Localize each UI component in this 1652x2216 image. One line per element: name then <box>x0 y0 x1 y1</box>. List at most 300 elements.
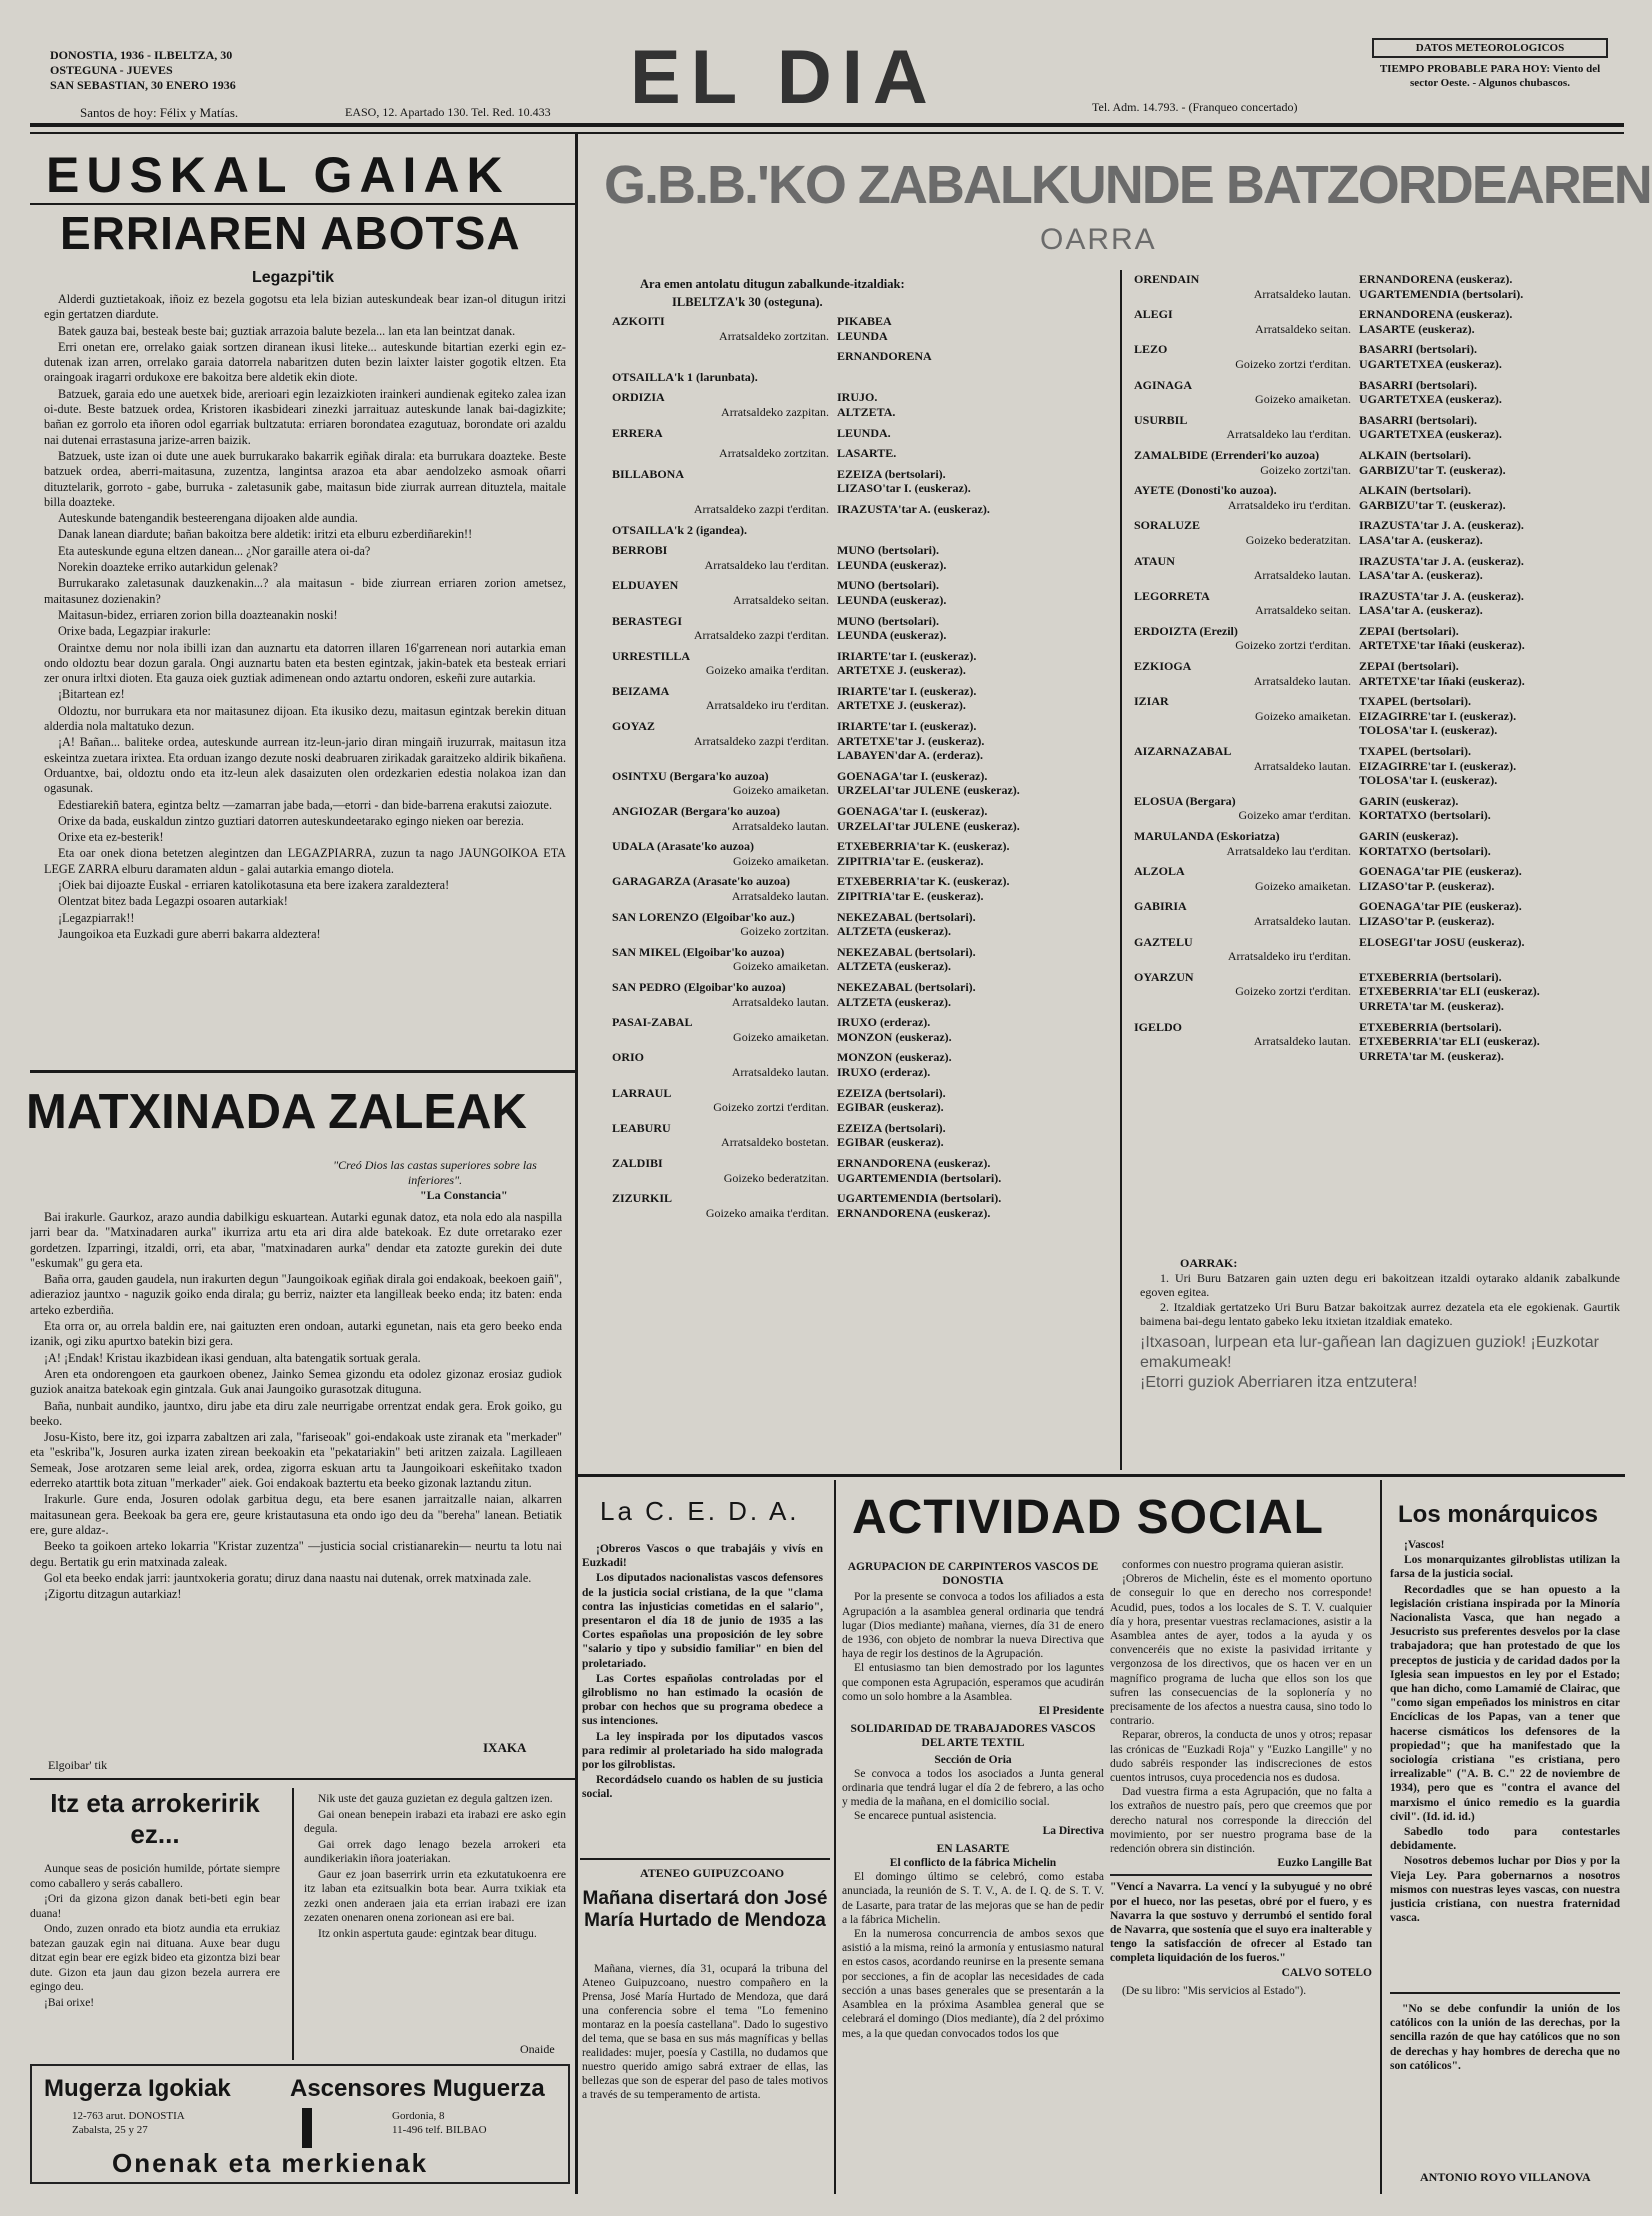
itz-paragraph: Itz onkin aspertuta gaude: egintzak bear ditugu. <box>318 1927 537 1940</box>
schedule-entry <box>612 426 1112 441</box>
schedule-speaker: GOENAGA'tar PIE (euskeraz). <box>1359 899 1522 914</box>
schedule-entry <box>1134 448 1624 477</box>
schedule-entry <box>1134 935 1624 964</box>
schedule-entry <box>612 945 1112 974</box>
schedule-time: Arratsaldeko seitan. <box>1255 321 1351 336</box>
schedule-speaker: PIKABEA <box>837 314 892 328</box>
gbb-title: G.B.B.'KO ZABALKUNDE BATZORDEAREN <box>604 155 1651 215</box>
schedule-speaker: GARIN (euskeraz). <box>1359 829 1459 843</box>
schedule-time: Arratsaldeko iru t'erditan. <box>705 698 829 713</box>
schedule-time: Goizeko zortzi t'erditan. <box>1235 356 1351 371</box>
schedule-entry <box>612 910 1112 939</box>
article-title-monarquicos: Los monárquicos <box>1398 1501 1599 1528</box>
monarquicos-paragraph: Recordadles que se han opuesto a la legislación cristiana inspirada por la Minoría Nacionalista Vasca, que han negado a Jesucristo sus preferentes desvelos por la clase trabajadora; que han protestado de que los preceptos de justicia y de caridad dados por la Iglesia sean impuestos en ley por el Estado; que han dicho, como Lamamié de Clairac, que "como sigan empeñados los ministros en citar Encíclicas de los Papas, van a tener que hacerse cismáticos los defensores de la propiedad"; que ha manifestado que la sociología cristiana "es cristiana, pero irrealizable" ("A. B. C." 22 de noviembre de 1934), pero que es "contra el avance del marxismo el único remedio es la guardia civil". (Id. id. id.) <box>1390 1583 1620 1823</box>
schedule-entry <box>612 390 1112 419</box>
schedule-speaker: BASARRI (bertsolari). <box>1359 412 1477 427</box>
schedule-speaker: GARBIZU'tar T. (euskeraz). <box>1359 497 1506 512</box>
erriaren-paragraph: Orixe eta ez-besterik! <box>58 830 164 845</box>
schedule-speaker: ZIPITRIA'tar E. (euskeraz). <box>837 853 984 868</box>
schedule-entry <box>1134 694 1624 738</box>
schedule-time: Goizeko amaika t'erditan. <box>705 1205 829 1220</box>
advertisement <box>30 2064 570 2184</box>
schedule-speaker: ERNANDORENA (euskeraz). <box>1359 272 1513 286</box>
schedule-place: OSINTXU (Bergara'ko auzoa) <box>612 768 769 783</box>
schedule-speaker: ERNANDORENA (euskeraz). <box>1359 307 1513 322</box>
schedule-entry <box>612 649 1112 678</box>
schedule-time: Arratsaldeko lautan. <box>1253 568 1351 583</box>
article-title-matxinada: MATXINADA ZALEAK <box>26 1085 527 1139</box>
schedule-entry <box>1134 864 1624 893</box>
schedule-place: ZALDIBI <box>612 1155 663 1170</box>
schedule-speaker: BASARRI (bertsolari). <box>1359 377 1477 392</box>
actividad-subheading: El conflicto de la fábrica Michelin <box>889 1857 1057 1870</box>
schedule-time: Arratsaldeko seitan. <box>1255 603 1351 618</box>
monarquicos-quote: "No se debe confundir la unión de los católicos con la unión de las derechas, por la sencilla razón de que hay católicos que no son de derechas y hay hombres de derecha que no son católicos". <box>1390 2003 1620 2072</box>
dateline <box>50 48 312 93</box>
actividad-paragraph: El domingo último se celebró, como estaba anunciada, la reunión de S. T. V., A. de I. Q. de S. T. V. de Lasarte, para tratar de las mejoras que se han de pedir a la fábrica Michelin. <box>842 1871 1104 1926</box>
schedule-speaker: EGIBAR (euskeraz). <box>837 1135 944 1150</box>
schedule-speaker: ZEPAI (bertsolari). <box>1359 623 1459 638</box>
schedule-speaker: TOLOSA'tar I. (euskeraz). <box>1359 773 1498 788</box>
schedule-time: Goizeko zortzi t'erditan. <box>1235 638 1351 653</box>
schedule-speaker: ETXEBERRIA (bertsolari). <box>1359 1019 1502 1034</box>
schedule-speaker: IRIARTE'tar I. (euskeraz). <box>837 683 977 698</box>
schedule-speaker: KORTATXO (bertsolari). <box>1359 808 1491 823</box>
matxinada-paragraph: ¡Zigortu ditzagun autarkiaz! <box>44 1587 182 1602</box>
ad-line: 11-496 telf. BILBAO <box>392 2124 487 2136</box>
schedule-time: Arratsaldeko lau t'erditan. <box>704 557 829 572</box>
schedule-speaker: IRAZUSTA'tar J. A. (euskeraz). <box>1359 553 1524 568</box>
schedule-speaker: ALKAIN (bertsolari). <box>1359 483 1471 498</box>
schedule-time: Goizeko amaiketan. <box>1255 392 1351 407</box>
actividad-signature: El Presidente <box>1038 1705 1104 1718</box>
schedule-place: SAN PEDRO (Elgoibar'ko auzoa) <box>612 979 786 994</box>
schedule-time: Goizeko amar t'erditan. <box>1238 808 1351 823</box>
schedule-speaker: ARTETXE'tar Iñaki (euskeraz). <box>1359 673 1525 688</box>
matxinada-paragraph: Gol eta beeko endak jarri: jauntxokeria goratu; diruz dana naastu nai dutenak, orrek matxinada zale. <box>44 1570 532 1585</box>
schedule-entry <box>1134 794 1624 823</box>
schedule-time: Arratsaldeko zortzitan. <box>719 328 829 343</box>
schedule-time: Arratsaldeko lautan. <box>1253 913 1351 928</box>
schedule-time: Arratsaldeko lautan. <box>731 818 829 833</box>
schedule-speaker: IRIARTE'tar I. (euskeraz). <box>837 719 977 734</box>
schedule-speaker: IRAZUSTA'tar J. A. (euskeraz). <box>1359 588 1524 603</box>
erriaren-paragraph: ¡Legazpiarrak!! <box>58 910 135 925</box>
schedule-speaker: NEKEZABAL (bertsolari). <box>837 909 976 924</box>
schedule-place: IZIAR <box>1134 694 1169 709</box>
schedule-place: AYETE (Donosti'ko auzoa). <box>1134 483 1277 498</box>
schedule-place: GOYAZ <box>612 719 655 734</box>
erriaren-paragraph: Danak lanean diardute; bañan bakoitza bere aldetik: iritzi eta elburu ezberdiñarekin!! <box>58 527 473 542</box>
gbb-date: ILBELTZA'k 30 (osteguna). <box>672 295 823 309</box>
erriaren-paragraph: Burrukarako zaletasunak dauzkenakin...? ala maitasun - bide ziurrean erriaren zorion ametsez, maitasunez dozienakin? <box>44 576 566 606</box>
schedule-entry <box>612 874 1112 903</box>
matxinada-paragraph: Beeko ta goikoen arteko lokarria "Kristar zuzentza" —justicia social cristianarekin— neurtu ta lotu nai degu. Bertatik gu erin matxinada zaleak. <box>30 1539 562 1569</box>
schedule-entry <box>612 804 1112 833</box>
schedule-time: Goizeko amaiketan. <box>733 853 829 868</box>
schedule-speaker: LEUNDA <box>837 328 888 343</box>
schedule-place: BILLABONA <box>612 466 685 481</box>
schedule-speaker: TXAPEL (bertsolari). <box>1359 694 1471 709</box>
article-body-matxinada <box>30 1210 562 1740</box>
schedule-place: BERROBI <box>612 543 668 558</box>
schedule-entry <box>1134 659 1624 688</box>
actividad-signature: Euzko Langille Bat <box>1277 1857 1372 1870</box>
schedule-entry <box>612 543 1112 572</box>
schedule-entry <box>1134 899 1624 928</box>
ceda-paragraph: La ley inspirada por los diputados vascos para redimir al proletariado ha sido malograda por los gilroblistas. <box>582 1730 823 1772</box>
schedule-speaker: EIZAGIRRE'tar I. (euskeraz). <box>1359 758 1517 773</box>
schedule-speaker: ETXEBERRIA'tar ELI (euskeraz). <box>1359 1034 1540 1049</box>
matxinada-paragraph: Eta orra or, au orrela baldin ere, nai gaituzten eren ondoan, autarki egunetan, nais eta gero beeko enda izanik, ogi ziku apurtxo batekin bizi gera. <box>30 1319 562 1349</box>
ceda-paragraph: Los diputados nacionalistas vascos defensores de la justicia social cristiana, de la que "clama contra las injusticias cometidas en el salario", presentaron el día 18 de junio de 1935 a las Cortes españolas una proposición de ley sobre "salario y tipo y subsidio familiar" en bien del proletariado. <box>582 1572 823 1670</box>
schedule-place: ALZOLA <box>1134 864 1185 879</box>
erriaren-paragraph: Eta oar onek diona betetzen alegintzen dan LEGAZPIARRA, zuzun ta nago JAUNGOIKOA ETA LEGE ZARRA elburu daramaten aldun - galai autarkia emango diotela. <box>44 846 566 876</box>
schedule-entry <box>612 467 1112 496</box>
article-body-itz-left <box>30 1862 280 2052</box>
ad-slogan: Onenak eta merkienak <box>112 2148 429 2178</box>
schedule-speaker: IRUXO (erderaz). <box>837 1064 931 1079</box>
schedule-time: Arratsaldeko zazpi t'erditan. <box>693 733 829 748</box>
schedule-speaker: GOENAGA'tar I. (euskeraz). <box>837 804 988 819</box>
schedule-entry <box>1134 342 1624 371</box>
ad-brand: Mugerza Igokiak <box>44 2075 231 2102</box>
monarquicos-signature: ANTONIO ROYO VILLANOVA <box>1420 2170 1591 2184</box>
schedule-place: MARULANDA (Eskoriatza) <box>1134 829 1280 843</box>
erriaren-paragraph: Batek gauza bai, besteak beste bai; guztiak arrazoia balute bezela... lan eta lan beintzat danak. <box>58 323 516 338</box>
schedule-place: IGELDO <box>1134 1019 1183 1034</box>
actividad-heading: AGRUPACION DE CARPINTEROS VASCOS DE DONOSTIA <box>847 1561 1099 1588</box>
matxinada-paragraph: Josu-Kisto, bere itz, goi izparra zabaltzen ari zala, "fariseoak" goi-endakoak uste ziranak eta "merkader" eta "eskriba"k, Josuren aurka izaten zirean beekoakin eta "pekatariakin" beti aritzen zaizala. Lagilleaen Semeak, Jose arotzaren seme leial arek, ordea, zigorra eskuan artu ta Jaungoikoari eskeñitako txadon ederreko atarttik bota zituan "merkader" aiek. Goi endakoak baztertu eta beeko gizonak laztandu zitun. <box>30 1430 562 1491</box>
ceda-paragraph: ¡Obreros Vascos o que trabajáis y vivís en Euzkadi! <box>582 1543 823 1570</box>
article-body-itz-right <box>304 1792 566 2042</box>
erriaren-paragraph: Batzuek, uste izan oi dute une auek burrukarako bakarrik egiñak dirala: eta burrukara doazteke. Beste batzuek ordea, aberri-maitasuna, zuzentza, langintsa arazoa eta abar aendolzeko asmoak oñarri dituztelarik, gorroto - gabe, burruka - zaletasunik gabe, maitasun bide ziurrak aurrean dituztela, maitale billa doazteke. <box>44 448 566 509</box>
schedule-time: Arratsaldeko lautan. <box>1253 286 1351 301</box>
schedule-entry <box>1134 744 1624 788</box>
schedule-place: ZAMALBIDE (Errenderi'ko auzoa) <box>1134 447 1320 462</box>
schedule-entry <box>612 523 1112 538</box>
schedule-entry <box>1134 307 1624 336</box>
article-body-erriaren <box>44 292 566 1064</box>
schedule-speaker: LASARTE (euskeraz). <box>1359 321 1475 336</box>
schedule-speaker: TOLOSA'tar I. (euskeraz). <box>1359 723 1498 738</box>
schedule-speaker: URZELAI'tar JULENE (euskeraz). <box>837 783 1020 798</box>
column-rule <box>575 134 578 2194</box>
actividad-paragraph: Reparar, obreros, la conducta de unos y otros; repasar las crónicas de "Euzkadi Roja" y "Euzko Langille" y no dudo sabréis responder las indiscreciones de estos cuentos intrusos, cuya procedencia nos es dudosa. <box>1110 1729 1372 1785</box>
schedule-time: Goizeko zortzi'tan. <box>1260 462 1351 477</box>
schedule-entry <box>612 980 1112 1009</box>
schedule-place: GABIRIA <box>1134 899 1187 914</box>
tel-line: Tel. Adm. 14.793. - (Franqueo concertado) <box>1092 100 1298 114</box>
schedule-time: Goizeko bederatzitan. <box>1245 532 1351 547</box>
schedule-place: OYARZUN <box>1134 969 1194 984</box>
schedule-speaker: ZIPITRIA'tar E. (euskeraz). <box>837 889 984 903</box>
schedule-time: Arratsaldeko seitan. <box>733 592 829 607</box>
schedule-time: Goizeko amaiketan. <box>733 959 829 974</box>
schedule-entry <box>612 578 1112 607</box>
schedule-speaker: MUNO (bertsolari). <box>837 578 939 593</box>
actividad-paragraph: Se convoca a todos los asociados a Junta general ordinaria que tendrá lugar el día 2 de febrero, a las ocho y media de la mañana, en el domicilio social. <box>842 1767 1104 1809</box>
schedule-place: ATAUN <box>1134 553 1175 568</box>
article-byline: Legazpi'tik <box>252 269 335 286</box>
schedule-speaker: LEUNDA (euskeraz). <box>837 592 947 607</box>
schedule-speaker: ALTZETA (euskeraz). <box>837 994 952 1009</box>
schedule-time: Goizeko amaika t'erditan. <box>705 663 829 678</box>
article-signature-itz: Onaide <box>520 2042 555 2056</box>
schedule-entry <box>612 719 1112 763</box>
schedule-speaker: GARBIZU'tar T. (euskeraz). <box>1359 462 1506 477</box>
section-rule <box>30 203 575 205</box>
matxinada-paragraph: Bai irakurle. Gaurkoz, arazo aundia dabilkigu eskuartean. Autarki egunak datoz, eta nola edo ala naspilla jarri bear da. "Matxinadaren aurka" ikurriza artu eta ari dira alde batekoak. Ez dute orretarako ezer gordetzen. Izparringi, itzaldi, orri, eta abar, "matxinadaren aurka" dendar eta zatozte gurekin dei dute "eskumak" gu gera eta. <box>30 1210 562 1270</box>
erriaren-paragraph: Batzuek, garaia edo une auetxek bide, arerioari egin lezaizkioten irainkeri aundienak egiteko zalea izan oi-dute. Beste batzuek ordea, Kristoren ikasbideari zinezki jarraituaz auteskunde lanak bai-dagizkite; bañan ez gorrolo eta iñoren odol egarriak bultzatuta: erriaren borondatea ezagutuaz, borondate ori azaldu nai dutenai errastasuna jarize-arren baizik. <box>44 386 566 447</box>
schedule-time: Arratsaldeko zazpitan. <box>721 404 829 419</box>
schedule-time: Goizeko zortzitan. <box>740 924 829 939</box>
actividad-heading: SOLIDARIDAD DE TRABAJADORES VASCOS DEL ARTE TEXTIL <box>850 1723 1096 1750</box>
weather-title: DATOS METEOROLOGICOS <box>1372 38 1608 58</box>
schedule-time: Arratsaldeko lautan. <box>731 1064 829 1079</box>
schedule-time: Arratsaldeko zazpi t'erditan. <box>693 501 829 516</box>
schedule-speaker: ARTETXE'tar Iñaki (euskeraz). <box>1359 638 1525 653</box>
gbb-intro: Ara emen antolatu ditugun zabalkunde-itzaldiak: <box>640 277 905 291</box>
schedule-place: UDALA (Arasate'ko auzoa) <box>612 839 754 854</box>
schedule-speaker: ARTETXE J. (euskeraz). <box>837 663 966 678</box>
matxinada-paragraph: Baña, nunbait aundiko, jauntxo, diru jabe eta diru zale neurrigabe orrentzat endak gera. Erok goiko, gu beeko. <box>30 1398 562 1428</box>
article-body-hurtado: Mañana, viernes, día 31, ocupará la tribuna del Ateneo Guipuzcoano, nuestro compañero en la Prensa, José María Hurtado de Mendoza, que dará una conferencia sobre el tema "Lo femenino montaraz en la poesía castellana". Dado lo sugestivo del tema, que se basa en sus más magníficas y bellas realidades: mujer, poesía y Castilla, no dudamos que nuestro querido amigo sabrá extraer de ellas, las bellezas que son de esperar del paso de tales motivos a través de su temperamento de artista. <box>582 1963 828 2101</box>
schedule-place: AZKOITI <box>612 314 665 328</box>
schedule-time: Arratsaldeko lautan. <box>1253 1034 1351 1049</box>
actividad-quote: "Vencí a Navarra. La vencí y la subyugué y no obré por el hueco, nor las pesetas, obré por el fuero, y es Navarra la que sostuvo y derrumbó el sentido foral de Navarra, que sostenía que el suyo era inalterable y tengo la satisfacción de ofrecer al Estado tan completa liquidación de los fueros." <box>1110 1874 1372 1965</box>
schedule-speaker: GARIN (euskeraz). <box>1359 793 1459 808</box>
gbb-subtitle: OARRA <box>1040 223 1157 256</box>
schedule-place: ERDOIZTA (Erezil) <box>1134 623 1238 638</box>
actividad-paragraph: El entusiasmo tan bien demostrado por los laguntes que componen esta Agrupación, esperamos que acudirán como un solo hombre a la Asamblea. <box>842 1662 1104 1703</box>
erriaren-paragraph: Orixe bada, Legazpiar irakurle: <box>58 624 211 639</box>
erriaren-paragraph: Maitasun-bidez, erriaren zorion billa doazteanakin noski! <box>58 607 338 622</box>
schedule-speaker: ETXEBERRIA'tar ELI (euskeraz). <box>1359 984 1540 999</box>
schedule-entry <box>1134 272 1624 301</box>
schedule-place: OTSAILLA'k 2 (igandea). <box>612 522 748 537</box>
gbb-note: 1. Uri Buru Batzaren gain uzten degu eri bakoitzean itzaldi oytarako aldanik zabalkunde egoven egitea. <box>1140 1270 1620 1299</box>
ad-logo <box>302 2108 312 2148</box>
erriaren-paragraph: Olentzat bitez bada Legazpi osoaren autarkiak! <box>58 894 288 909</box>
schedule-speaker: UGARTEMENDIA (bertsolari). <box>837 1170 1002 1185</box>
header-rule-thin <box>30 132 1624 134</box>
itz-paragraph: Aunque seas de posición humilde, pórtate siempre como caballero y serás caballero. <box>30 1863 280 1890</box>
erriaren-paragraph: ¡Bitartean ez! <box>58 687 125 702</box>
schedule-place: ZIZURKIL <box>612 1191 673 1206</box>
schedule-speaker: ETXEBERRIA'tar K. (euskeraz). <box>837 839 1010 854</box>
schedule-speaker: NEKEZABAL (bertsolari). <box>837 979 976 994</box>
weather-box <box>1372 38 1608 90</box>
divider <box>30 1070 575 1073</box>
schedule-entry <box>1134 378 1624 407</box>
schedule-speaker: IRAZUSTA'tar A. (euskeraz). <box>837 501 990 516</box>
dateline-line-3: SAN SEBASTIAN, 30 ENERO 1936 <box>50 78 236 92</box>
itz-paragraph: ¡Ori da gizona gizon danak beti-beti egin bear duana! <box>30 1893 280 1920</box>
schedule-time: Arratsaldeko iru t'erditan. <box>1227 949 1351 964</box>
article-title-actividad: ACTIVIDAD SOCIAL <box>852 1491 1324 1544</box>
actividad-signature: CALVO SOTELO <box>1281 1966 1372 1979</box>
schedule-speaker: LEUNDA (euskeraz). <box>837 557 947 572</box>
dateline-line-1: DONOSTIA, 1936 - ILBELTZA, 30 <box>50 48 233 62</box>
article-title-erriaren: ERRIAREN ABOTSA <box>60 207 521 259</box>
article-title-hurtado: Mañana disertará don José María Hurtado de Mendoza <box>582 1888 828 1931</box>
matxinada-paragraph: Irakurle. Gure enda, Josuren odolak garbitua degu, eta bere esanen jarraitzalle naian, alkarren maitasunean gera. Beekoak ba gera ere, geure kristautasuna eta ondo igo deu da "bereha" lanean. Betiatik ere, gure aldaz-. <box>30 1492 562 1537</box>
gbb-schedule-right <box>1134 272 1624 1252</box>
schedule-place: ANGIOZAR (Bergara'ko auzoa) <box>612 804 780 819</box>
ad-line: Gordonia, 8 <box>392 2110 445 2122</box>
address-line: EASO, 12. Apartado 130. Tel. Red. 10.433 <box>345 105 551 119</box>
schedule-speaker: BASARRI (bertsolari). <box>1359 342 1477 357</box>
schedule-speaker: LIZASO'tar I. (euskeraz). <box>837 481 971 496</box>
masthead: EL DIA <box>630 35 938 120</box>
actividad-subheading: EN LASARTE <box>936 1842 1010 1855</box>
column-rule <box>1380 1480 1382 2194</box>
schedule-entry <box>1134 1020 1624 1064</box>
erriaren-paragraph: Orixe da bada, euskaldun zintzo guztiari datorren auteskundeetarako egingo nieken oar bereziа. <box>58 813 524 828</box>
schedule-entry <box>612 614 1112 643</box>
schedule-entry <box>1134 624 1624 653</box>
schedule-speaker: ELOSEGI'tar JOSU (euskeraz). <box>1359 934 1525 949</box>
schedule-entry <box>612 370 1112 385</box>
schedule-speaker: ALKAIN (bertsolari). <box>1359 447 1471 462</box>
schedule-entry <box>612 1086 1112 1115</box>
schedule-time: Arratsaldeko lautan. <box>731 889 829 903</box>
divider <box>1390 1992 1620 1994</box>
actividad-column-2 <box>1110 1558 1372 2192</box>
monarquicos-paragraph: Sabedlo todo para contestarles debidamente. <box>1390 1826 1620 1853</box>
schedule-place: BEIZAMA <box>612 683 670 698</box>
schedule-time: Goizeko zortzi t'erditan. <box>1235 984 1351 999</box>
gbb-closing: ¡Etorri guziok Aberriaren itza entzutera! <box>1140 1373 1418 1391</box>
divider <box>580 1858 830 1860</box>
schedule-entry <box>1134 589 1624 618</box>
schedule-speaker: UGARTETXEA (euskeraz). <box>1359 356 1502 371</box>
actividad-paragraph: ¡Obreros de Michelin, éste es el momento oportuno de conseguir lo que en derecho nos corresponde! Acudid, pues, todos a los locales de S. T. V. cualquier día y hora, presentar vuestras reclamaciones, asistir a la Asamblea antes de ayer, todos a la ayuda y os convenceréis que no existe la pasividad irritante y vergonzosa de los directivos, que os hacen ver en un magnífico programa de lucha que ellos son los que sufren las consecuencias de la soplonería y no precisamente de los afectos a nuestra causa, sino todo lo contrario. <box>1110 1573 1372 1728</box>
schedule-time: Arratsaldeko bostetan. <box>721 1135 829 1150</box>
divider <box>575 1474 1625 1477</box>
schedule-place: ELOSUA (Bergara) <box>1134 793 1236 808</box>
schedule-place: LARRAUL <box>612 1085 672 1100</box>
schedule-speaker: LIZASO'tar P. (euskeraz). <box>1359 878 1495 893</box>
schedule-place: GARAGARZA (Arasate'ko auzoa) <box>612 874 790 889</box>
schedule-speaker: UGARTETXEA (euskeraz). <box>1359 392 1502 407</box>
itz-paragraph: Ondo, zuzen onrado eta biotz aundia eta errukiaz batezan gauzak egin nai dituana. Auxe bear dugu ditzat egin bear ere egizk bideo eta gizontza bizi bear dute. Gizon eta jaun dau gizon bezela aurrera ere egingo deu. <box>30 1923 280 1993</box>
weather-text: TIEMPO PROBABLE PARA HOY: Viento del sector Oeste. - Algunos chubascos. <box>1379 63 1601 89</box>
schedule-entry <box>612 314 1112 343</box>
article-quote: "Creó Dios las castas superiores sobre las inferiores". <box>333 1158 537 1187</box>
schedule-entry <box>1134 829 1624 858</box>
schedule-place: ORDIZIA <box>612 390 665 405</box>
article-body-ceda <box>568 1542 823 1850</box>
erriaren-paragraph: ¡Oiek bai dijoazte Euskal - erriaren katolikotasuna eta bere izakera zaraldeztera! <box>58 877 450 892</box>
gbb-closing: ¡Itxasoan, lurpean eta lur-gañean lan dagizuen guziok! ¡Euzkotar emakumeak! <box>1140 1333 1599 1371</box>
schedule-speaker: GOENAGA'tar I. (euskeraz). <box>837 768 988 783</box>
actividad-paragraph: (De su libro: "Mis servicios al Estado"). <box>1122 1984 1307 1997</box>
schedule-speaker: IRIARTE'tar I. (euskeraz). <box>837 648 977 663</box>
column-rule <box>292 1788 294 2060</box>
schedule-speaker: EIZAGIRRE'tar I. (euskeraz). <box>1359 708 1517 723</box>
article-signature: IXAKA <box>483 1740 527 1755</box>
schedule-speaker: UGARTETXEA (euskeraz). <box>1359 427 1502 442</box>
schedule-entry <box>612 446 1112 461</box>
schedule-speaker: UGARTEMENDIA (bertsolari). <box>837 1191 1002 1206</box>
erriaren-paragraph: Oraintxe demu nor nola ibilli izan dan auznartu eta datorren illaren 16'garrenean nori autarkia eman ondo oldoztu bear dozun garala. Ongi auznartu baten eta besten egintzak, jakin-batek eta besteak erriari zer onura irltxi dioten. Eta gauza oiek guztiak adimenean ondo aztartu ondoren, eskeñi zure autarkia. <box>44 640 566 686</box>
schedule-speaker: TXAPEL (bertsolari). <box>1359 744 1471 759</box>
schedule-place: BERASTEGI <box>612 613 683 628</box>
schedule-time: Goizeko amaiketan. <box>1255 708 1351 723</box>
schedule-speaker: LASA'tar A. (euskeraz). <box>1359 532 1483 547</box>
schedule-speaker: ERNANDORENA <box>837 349 932 364</box>
schedule-time: Arratsaldeko lau t'erditan. <box>1226 427 1351 442</box>
column-rule <box>834 1480 836 2194</box>
monarquicos-paragraph: ¡Vascos! <box>1404 1539 1445 1551</box>
erriaren-paragraph: Auteskunde batengandik besteerengana dijoaken alde aundia. <box>58 511 358 526</box>
schedule-speaker: IRUXO (erderaz). <box>837 1015 931 1030</box>
dateline-line-2: OSTEGUNA - JUEVES <box>50 63 173 77</box>
ad-line: Zabalsta, 25 y 27 <box>72 2124 148 2136</box>
schedule-speaker: ZEPAI (bertsolari). <box>1359 659 1459 674</box>
schedule-place: ALEGI <box>1134 307 1173 322</box>
actividad-paragraph: conformes con nuestro programa quieran asistir. <box>1122 1559 1344 1571</box>
schedule-time: Arratsaldeko iru t'erditan. <box>1227 497 1351 512</box>
column-rule <box>1120 270 1122 1470</box>
schedule-time: Arratsaldeko lautan. <box>1253 758 1351 773</box>
schedule-entry <box>612 1015 1112 1044</box>
schedule-speaker: EZEIZA (bertsolari). <box>837 1085 946 1100</box>
schedule-speaker: ARTETXE J. (euskeraz). <box>837 698 966 713</box>
schedule-speaker: ALTZETA (euskeraz). <box>837 959 952 974</box>
schedule-speaker: MONZON (euskeraz). <box>837 1029 952 1044</box>
actividad-subheading: Sección de Oria <box>934 1753 1012 1766</box>
schedule-speaker: ERNANDORENA (euskeraz). <box>837 1155 991 1170</box>
article-quote-source: "La Constancia" <box>420 1188 508 1202</box>
schedule-speaker: ALTZETA (euskeraz). <box>837 924 952 939</box>
erriaren-paragraph: Eta auteskunde eguna eltzen danean... ¿Nor garaille atera oi-da? <box>58 543 371 558</box>
ceda-paragraph: Recordádselo cuando os hablen de su justicia social. <box>582 1774 823 1801</box>
schedule-time: Goizeko amaiketan. <box>733 783 829 798</box>
schedule-time: Arratsaldeko zazpi t'erditan. <box>693 628 829 643</box>
schedule-entry <box>1134 413 1624 442</box>
matxinada-paragraph: Baña orra, gauden gaudela, nun irakurten degun "Jaungoikoak egiñak dirala goi endakoak, beekoen gaiñ", adierazioz jauntxo - naguzik goiko enda dirala; gu berriz, naizter eta langilleak beeko enda; itz baten: enda arteko ezberdiña. <box>30 1272 562 1317</box>
actividad-paragraph: Por la presente se convoca a todos los afiliados a esta Agrupación a la asamblea general ordinaria que tendrá lugar (Dios mediante) mañana, viernes, día 31 de enero de 1936, con objeto de nombrar la nueva Directiva que haya de regir los destinos de la Agrupación. <box>842 1591 1104 1661</box>
schedule-speaker: IRUJO. <box>837 390 878 405</box>
schedule-entry <box>1134 970 1624 1014</box>
divider <box>30 1778 575 1780</box>
schedule-entry <box>1134 554 1624 583</box>
gbb-schedule-left <box>612 314 1112 1474</box>
matxinada-paragraph: Aren eta ondorengoen eta gaurkoen obenez, Jainko Semea gizondu eta odolez gizonaz erosiaz gudiok guziok anaitza batekoak egin gintzala. Guk anai Jaungoiko gurasotzak dituguna. <box>30 1366 562 1397</box>
erriaren-paragraph: Norekin doazteke erriko autarkidun gelenak? <box>58 560 278 575</box>
schedule-speaker: GOENAGA'tar PIE (euskeraz). <box>1359 864 1522 879</box>
schedule-entry <box>612 1156 1112 1185</box>
header-rule <box>30 123 1624 127</box>
actividad-paragraph: Se encarece puntual asistencia. <box>854 1810 997 1823</box>
schedule-place: ERRERA <box>612 425 663 440</box>
schedule-time: Arratsaldeko lautan. <box>731 994 829 1009</box>
erriaren-paragraph: Oldoztu, nor burrukara eta nor maitasunez dijoan. Eta ikusiko dezu, maitasun egintzak berekin dituan alderdia nola maltatuko dezun. <box>44 703 566 734</box>
schedule-time: Arratsaldeko lautan. <box>1253 673 1351 688</box>
erriaren-paragraph: ¡A! Bañan... baliteke ordea, auteskunde aurrean itz-leun-jario diran mingaiñ iruzurrak, maitasun itza eskeintza zuetara irixtea. Eta orduan izango dezute noski deabruaren zirikadak garaitzeko aldirik bikañena. Orduantxe, bai, oldoztu ondo eta itz-leun alek dasaizuten olen ordezkarien edestia nolakoa izan dan ogasunak. <box>44 735 566 796</box>
schedule-time: Goizeko bederatzitan. <box>723 1170 829 1185</box>
schedule-place: LEGORRETA <box>1134 588 1210 603</box>
schedule-entry <box>612 1050 1112 1079</box>
erriaren-paragraph: Jaungoikoa eta Euzkadi gure aberri bakarra aldeztera! <box>58 926 321 941</box>
schedule-entry <box>612 502 1112 517</box>
schedule-entry <box>612 769 1112 798</box>
schedule-speaker: URRETA'tar M. (euskeraz). <box>1359 998 1504 1013</box>
actividad-paragraph: En la numerosa concurrencia de ambos sexos que asistió a la misma, reinó la armonía y entusiasmo natural en estos casos, acordando reunirse en la presente semana por secciones, a fin de acoplar las necesidades de cada sección a unas bases generales que se presentarán a la Asamblea en la próxima Asamblea general que se celebrará el domingo (Dios mediante), día 2 del próximo mes, a la que quedan convocados todos los que <box>842 1928 1104 2040</box>
